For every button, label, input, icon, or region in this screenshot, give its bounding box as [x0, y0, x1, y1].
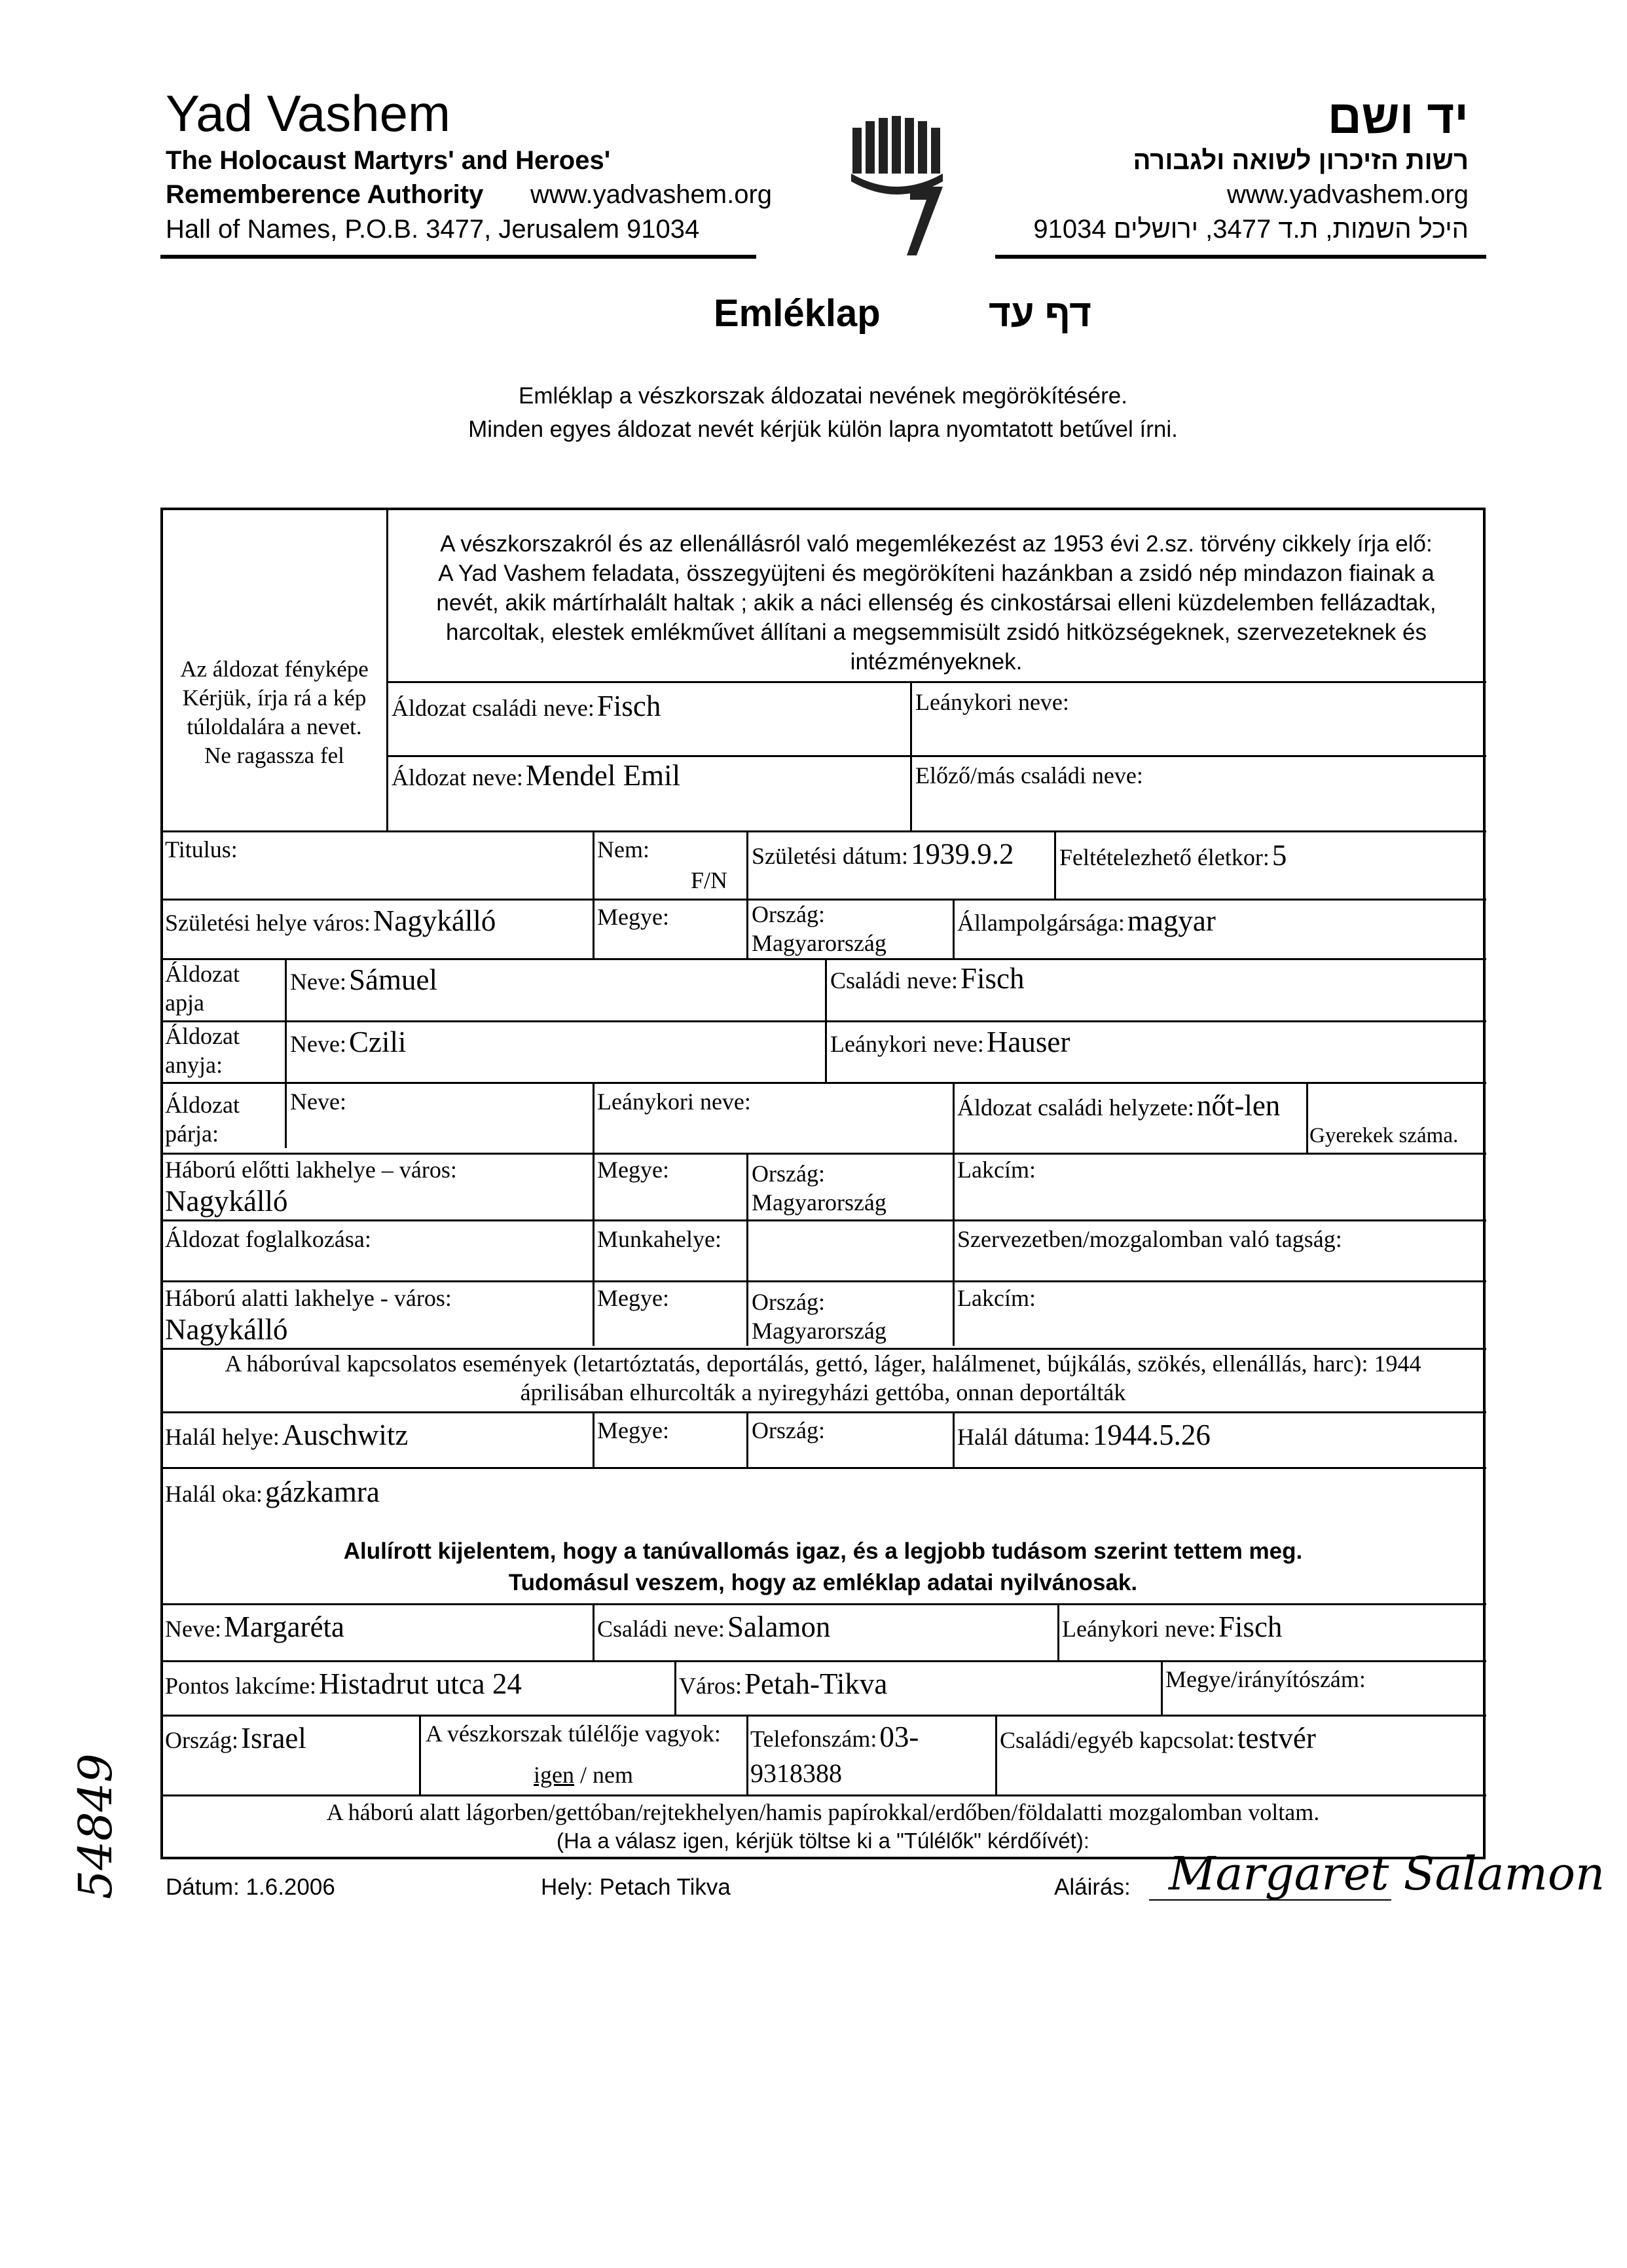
wartime-residence-label: Háború alatti lakhelye - város: [165, 1285, 452, 1311]
declaration-line-1: Alulírott kijelentem, hogy a tanúvallomás igaz, és a legjobb tudásom szerint tettem meg. [343, 1538, 1303, 1564]
death-date-field[interactable] [957, 1418, 1211, 1452]
organization-label: Szervezetben/mozgalomban való tagság: [957, 1226, 1342, 1252]
submitter-relation-label: Családi/egyéb kapcsolat: [1000, 1727, 1235, 1753]
prewar-country-label: Ország: [752, 1161, 825, 1187]
death-cause-value: gázkamra [265, 1476, 380, 1508]
submitter-phone-label: Telefonszám: [750, 1726, 877, 1752]
submitter-family-field[interactable] [597, 1610, 830, 1644]
submitter-maiden-value: Fisch [1218, 1610, 1283, 1643]
prewar-county-label: Megye: [597, 1157, 669, 1183]
citizenship-label: Állampolgársága: [957, 910, 1125, 936]
submitter-zip-label: Megye/irányítószám: [1165, 1666, 1366, 1692]
death-country-label: Ország: [752, 1417, 825, 1443]
intro-line-2: Minden egyes áldozat nevét kérjük külön lapra nyomtatott betűvel írni. [468, 417, 1178, 442]
victim-first-name-field[interactable] [392, 758, 680, 792]
mother-maiden-field[interactable] [830, 1025, 1070, 1059]
intro-line-1: Emléklap a vészkorszak áldozatai nevének megörökítésére. [519, 383, 1127, 409]
father-family-field[interactable] [830, 961, 1024, 995]
death-place-value: Auschwitz [282, 1419, 409, 1451]
footer-date-label: Dátum: [166, 1874, 240, 1900]
org-subtitle-en-1: The Holocaust Martyrs' and Heroes' [166, 146, 611, 175]
age-value: 5 [1271, 839, 1287, 872]
spouse-label-line-2: párja: [165, 1121, 219, 1147]
victim-family-name-label: Áldozat családi neve: [392, 695, 594, 721]
org-name-en: Yad Vashem [166, 84, 451, 142]
footer-date [166, 1874, 335, 1901]
side-reference-number: 54849 [69, 1753, 122, 1899]
family-status-field[interactable] [957, 1088, 1280, 1123]
rule [160, 1603, 1486, 1605]
father-name-value: Sámuel [348, 963, 437, 996]
rule [953, 1411, 955, 1467]
rule [386, 755, 1486, 757]
submitter-name-value: Margaréta [223, 1610, 345, 1643]
submitter-maiden-field[interactable] [1062, 1610, 1282, 1644]
org-url-he: www.yadvashem.org [1226, 180, 1469, 209]
rule [674, 1660, 676, 1715]
birthplace-value: Nagykálló [373, 904, 496, 937]
survivor-no: / nem [574, 1762, 633, 1788]
age-field[interactable] [1059, 838, 1287, 872]
victim-family-name-value: Fisch [596, 690, 661, 722]
mother-label-line-2: anyja: [165, 1052, 223, 1078]
rule [593, 1411, 594, 1467]
photo-line-1: Az áldozat fényképe [180, 656, 369, 682]
law-line-4: harcoltak, elestek emlékművet állítani a megsemmisült zsidó hitközségeknek, szervezeteknek és [446, 620, 1427, 645]
org-name-he: יד ושם [1327, 91, 1469, 143]
sex-value: F/N [691, 867, 728, 893]
photo-line-4: Ne ragassza fel [204, 743, 344, 768]
signature: Margaret Salamon [1169, 1847, 1605, 1901]
rule [1161, 1660, 1163, 1715]
rule [1306, 1082, 1308, 1153]
rule [386, 681, 1486, 683]
org-url-en: www.yadvashem.org [530, 180, 773, 209]
prewar-address-label: Lakcím: [957, 1157, 1036, 1183]
rule [746, 1153, 748, 1346]
rule [593, 1153, 594, 1346]
submitter-city-value: Petah-Tikva [744, 1667, 888, 1700]
org-subtitle-en-2: Rememberence Authority [166, 180, 484, 209]
birth-date-field[interactable] [752, 837, 1014, 871]
wartime-country-label: Ország: [752, 1289, 825, 1315]
submitter-city-field[interactable] [679, 1667, 887, 1701]
rule [746, 1715, 748, 1794]
org-subtitle-he: רשות הזיכרון לשואה ולגבורה [1133, 146, 1469, 175]
rule [160, 1794, 1486, 1796]
war-events-text: áprilisában elhurcolták a nyiregyházi gettóba, onnan deportálták [520, 1379, 1126, 1405]
rule [910, 681, 912, 830]
death-county-label: Megye: [597, 1417, 669, 1443]
workplace-label: Munkahelye: [597, 1226, 722, 1252]
rule [1057, 1603, 1059, 1660]
victim-first-name-value: Mendel Emil [525, 759, 681, 792]
rule [160, 830, 1486, 832]
spouse-name-label: Neve: [290, 1088, 346, 1115]
birth-country-value: Magyarország [752, 930, 887, 956]
wartime-county-label: Megye: [597, 1285, 669, 1311]
mother-name-field[interactable] [290, 1025, 406, 1059]
survivor-yes: igen [534, 1762, 574, 1788]
header-rule-left [160, 255, 756, 259]
photo-line-3: túloldalára a nevet. [187, 714, 362, 739]
submitter-phone-part-2: 9318388 [750, 1758, 842, 1788]
mother-maiden-label: Leánykori neve: [830, 1031, 984, 1057]
rule [160, 1280, 1486, 1282]
submitter-country-value: Israel [240, 1722, 306, 1755]
wartime-city-value: Nagykálló [165, 1313, 288, 1346]
footer-date-value: 1.6.2006 [246, 1874, 335, 1900]
survivor-choice[interactable] [534, 1760, 633, 1789]
header-rule-right [995, 255, 1486, 259]
children-count-label: Gyerekek száma. [1309, 1124, 1459, 1147]
age-label: Feltételezhető életkor: [1059, 844, 1270, 870]
birth-date-value: 1939.9.2 [910, 838, 1014, 870]
rule [386, 508, 388, 830]
org-address-he: היכל השמות, ת.ד 3477, ירושלים 91034 [1033, 215, 1469, 244]
form-title-he: דף עד [989, 292, 1091, 335]
submitter-family-label: Családi neve: [597, 1616, 725, 1642]
family-status-label: Áldozat családi helyzete: [957, 1094, 1194, 1121]
rule [953, 1153, 955, 1346]
rule [1054, 830, 1056, 899]
submitter-address-value: Histadrut utca 24 [318, 1667, 522, 1700]
father-family-label: Családi neve: [830, 967, 958, 994]
submitter-country-field[interactable] [165, 1721, 306, 1755]
org-address-en: Hall of Names, P.O.B. 3477, Jerusalem 91034 [166, 215, 700, 244]
declaration-line-2: Tudomásul veszem, hogy az emléklap adatai nyilvánosak. [508, 1570, 1138, 1595]
rule [160, 1467, 1486, 1469]
submitter-relation-value: testvér [1237, 1722, 1316, 1755]
title-label: Titulus: [165, 836, 238, 863]
birthplace-field[interactable] [165, 904, 496, 938]
war-events-label: A háborúval kapcsolatos események (letartóztatás, deportálás, gettó, láger, halálmenet, bújkálás, szökés, ellenállás, harc): 1944 [225, 1350, 1421, 1377]
photo-instructions [163, 655, 386, 770]
spouse-label-line-1: Áldozat [165, 1092, 240, 1118]
submitter-phone-field[interactable] [750, 1720, 919, 1789]
footer-place-label: Hely: [541, 1874, 593, 1900]
father-label-line-2: apja [165, 990, 204, 1016]
rule [160, 1715, 1486, 1717]
law-line-5: intézményeknek. [850, 649, 1023, 675]
rule [160, 1219, 1486, 1221]
rule [593, 830, 594, 958]
mother-name-label: Neve: [290, 1031, 346, 1057]
death-place-field[interactable] [165, 1418, 408, 1452]
rule [160, 1020, 1486, 1022]
mother-label-line-1: Áldozat [165, 1023, 240, 1049]
death-cause-field[interactable] [165, 1475, 380, 1509]
rule [160, 1660, 1486, 1662]
survivor-note-line-2: (Ha a válasz igen, kérjük töltse ki a "Túlélők" kérdőívét): [557, 1829, 1089, 1853]
victim-family-name-field[interactable] [392, 689, 661, 723]
footer-place [541, 1874, 731, 1901]
rule [746, 830, 748, 958]
father-family-value: Fisch [960, 962, 1025, 995]
survivor-note-line-1: A háború alatt lágorben/gettóban/rejtekhelyen/hamis papírokkal/erdőben/földalatti mozgalomban voltam. [326, 1799, 1320, 1825]
submitter-city-label: Város: [679, 1673, 742, 1699]
wartime-address-label: Lakcím: [957, 1285, 1036, 1311]
rule [746, 1411, 748, 1467]
occupation-label: Áldozat foglalkozása: [165, 1226, 371, 1252]
prewar-country-value: Magyarország [752, 1189, 887, 1216]
spouse-maiden-label: Leánykori neve: [597, 1088, 751, 1115]
death-date-label: Halál dátuma: [957, 1424, 1090, 1450]
yad-vashem-logo [845, 108, 962, 259]
father-name-field[interactable] [290, 963, 437, 997]
father-label [165, 959, 240, 1017]
declaration [163, 1536, 1483, 1599]
citizenship-value: magyar [1127, 904, 1216, 937]
submitter-name-field[interactable] [165, 1610, 344, 1644]
birth-date-label: Születési dátum: [752, 843, 908, 869]
mother-name-value: Czili [348, 1026, 407, 1058]
birthplace-label: Születési helye város: [165, 910, 371, 936]
prewar-city-value: Nagykálló [165, 1185, 288, 1218]
submitter-relation-field[interactable] [1000, 1721, 1316, 1755]
father-name-label: Neve: [290, 969, 346, 995]
submitter-country-label: Ország: [165, 1727, 238, 1753]
prewar-residence-label: Háború előtti lakhelye – város: [165, 1157, 457, 1183]
mother-label [165, 1022, 240, 1079]
form-title-hu: Emléklap [714, 292, 881, 335]
survivor-label: A vészkorszak túlélője vagyok: [426, 1720, 721, 1747]
wartime-country-value: Magyarország [752, 1318, 887, 1344]
rule [825, 958, 827, 1082]
family-status-value: nőt-len [1196, 1089, 1281, 1122]
father-label-line-1: Áldozat [165, 961, 240, 987]
footer-place-value: Petach Tikva [599, 1874, 731, 1900]
submitter-phone-part-1: 03- [879, 1720, 919, 1753]
law-line-2: A Yad Vashem feladata, összegyüjteni és megörökíteni hazánkban a zsidó nép mindazon fiainak a [438, 561, 1435, 586]
rule [593, 1603, 594, 1660]
rule [160, 1082, 1486, 1084]
photo-line-2: Kérjük, írja rá a kép [182, 685, 367, 711]
law-text [389, 529, 1484, 677]
sex-label: Nem: [597, 836, 649, 863]
spouse-label [165, 1090, 240, 1148]
victim-first-name-label: Áldozat neve: [392, 764, 523, 790]
victim-previous-name-label: Előző/más családi neve: [915, 762, 1143, 789]
rule [953, 1082, 955, 1153]
submitter-family-value: Salamon [727, 1610, 831, 1643]
death-place-label: Halál helye: [165, 1424, 280, 1450]
rule [419, 1715, 421, 1794]
rule [995, 1715, 997, 1794]
victim-maiden-name-label: Leánykori neve: [915, 689, 1069, 715]
citizenship-field[interactable] [957, 904, 1216, 938]
war-events [163, 1349, 1483, 1407]
death-date-value: 1944.5.26 [1092, 1419, 1211, 1451]
rule [160, 958, 1486, 960]
rule [593, 1082, 594, 1153]
birth-county-label: Megye: [597, 904, 669, 930]
submitter-name-label: Neve: [165, 1616, 221, 1642]
submitter-address-label: Pontos lakcíme: [165, 1673, 316, 1699]
mother-maiden-value: Hauser [986, 1026, 1070, 1058]
rule [160, 1153, 1486, 1155]
birth-country-label: Ország: [752, 901, 825, 927]
submitter-maiden-label: Leánykori neve: [1062, 1616, 1216, 1642]
rule [160, 1411, 1486, 1413]
law-line-3: nevét, akik mártírhalált haltak ; akik a náci ellenség és cinkostársai elleni küzdelemben fellázadtak, [436, 590, 1436, 616]
death-cause-label: Halál oka: [165, 1481, 263, 1507]
law-line-1: A vészkorszakról és az ellenállásról való megemlékezést az 1953 évi 2.sz. törvény cikkely írja elő: [440, 531, 1433, 557]
rule [285, 958, 287, 1148]
rule [953, 899, 955, 958]
signature-label: Aláirás: [1054, 1874, 1131, 1900]
submitter-address-field[interactable] [165, 1667, 522, 1701]
